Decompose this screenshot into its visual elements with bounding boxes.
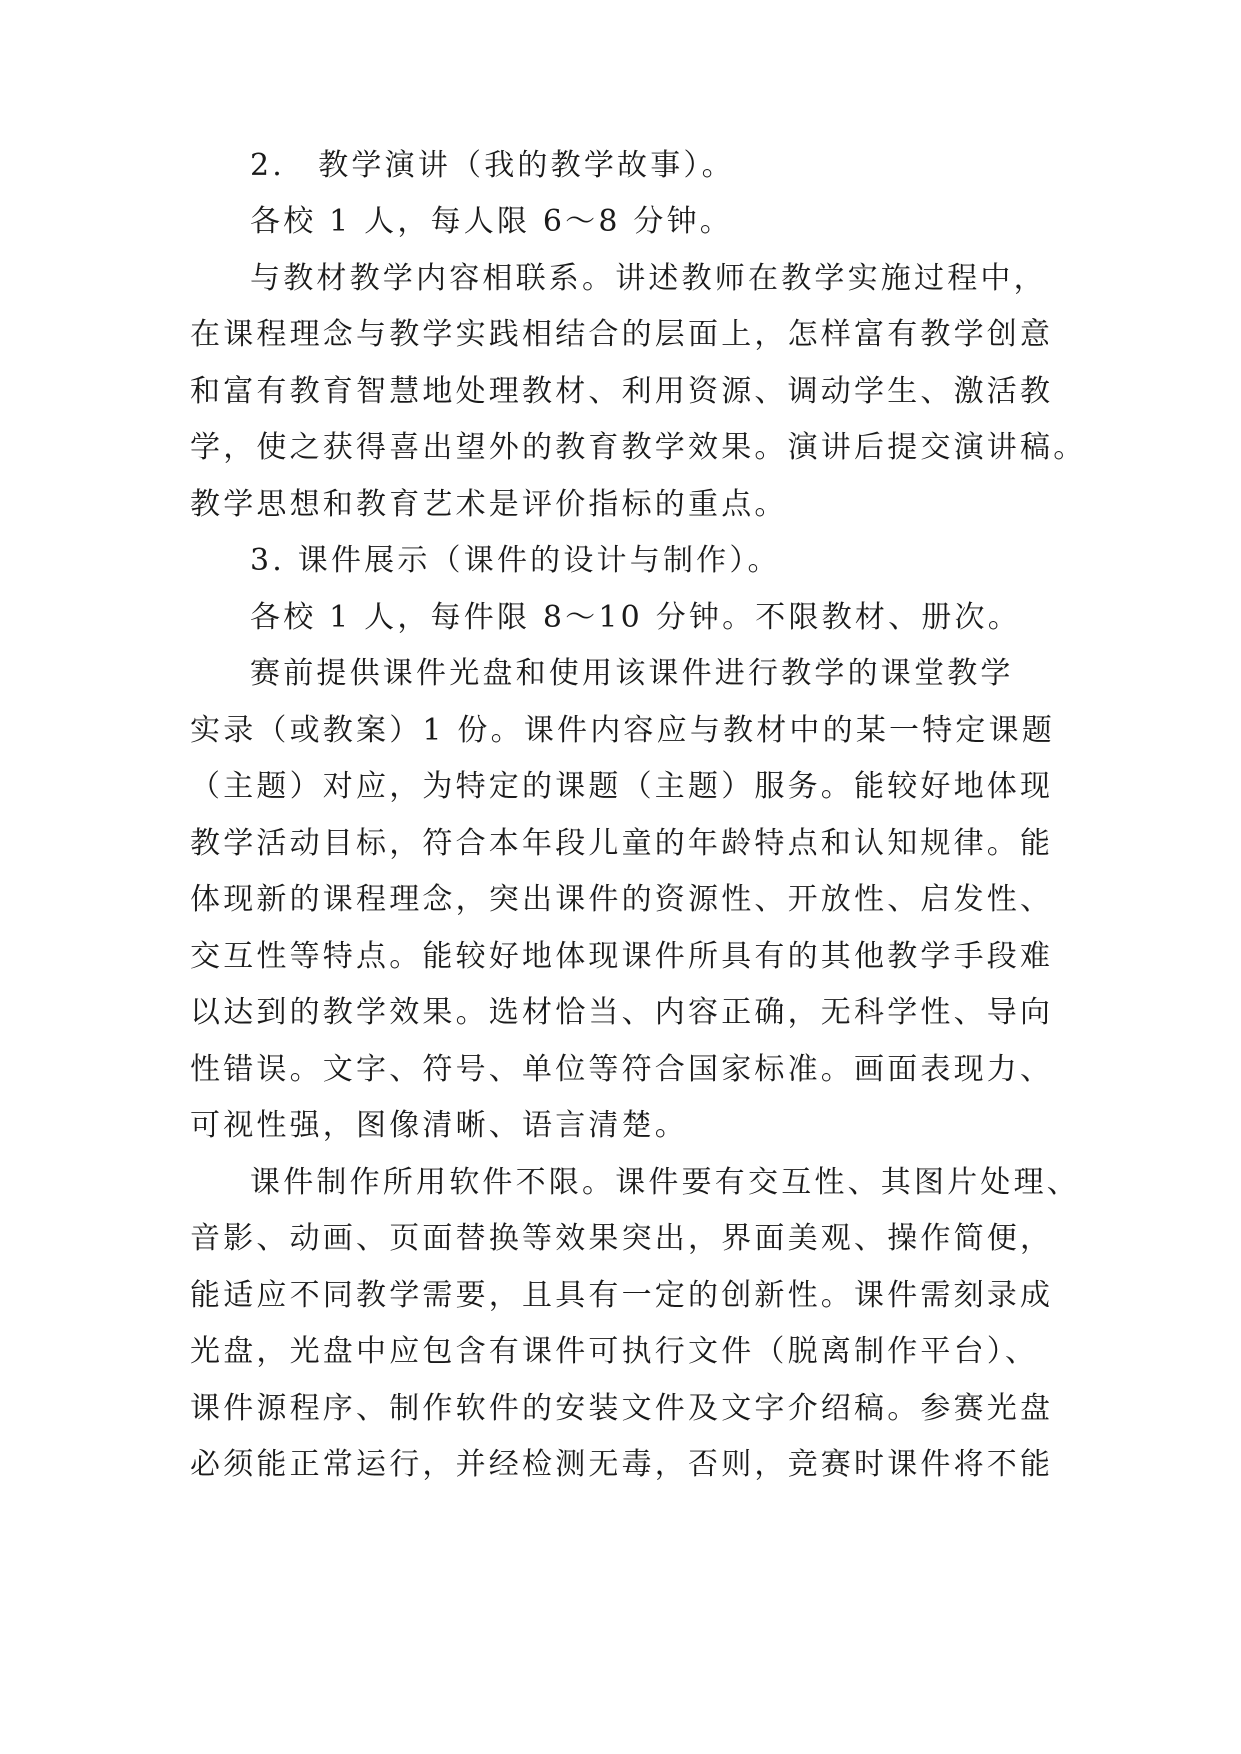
section-heading-teaching-speech: 2. 教学演讲（我的教学故事）。 bbox=[250, 148, 735, 183]
paragraph-line: 和富有教育智慧地处理教材、利用资源、调动学生、激活教 bbox=[190, 374, 1054, 409]
paragraph-line: 必须能正常运行，并经检测无毒，否则，竞赛时课件将不能 bbox=[190, 1447, 1054, 1482]
paragraph-line: 与教材教学内容相联系。讲述教师在教学实施过程中， bbox=[250, 261, 1047, 296]
paragraph-line: 音影、动画、页面替换等效果突出，界面美观、操作简便， bbox=[190, 1221, 1054, 1256]
paragraph-line: 课件制作所用软件不限。课件要有交互性、其图片处理、 bbox=[250, 1165, 1080, 1200]
paragraph-line: 实录（或教案）1 份。课件内容应与教材中的某一特定课题 bbox=[190, 713, 1056, 748]
paragraph-line: 在课程理念与教学实践相结合的层面上，怎样富有教学创意 bbox=[190, 317, 1054, 352]
paragraph-line: 可视性强，图像清晰、语言清楚。 bbox=[190, 1108, 688, 1143]
paragraph-line: 性错误。文字、符号、单位等符合国家标准。画面表现力、 bbox=[190, 1052, 1054, 1087]
paragraph-line: 教学活动目标，符合本年段儿童的年龄特点和认知规律。能 bbox=[190, 826, 1054, 861]
paragraph-line: 教学思想和教育艺术是评价指标的重点。 bbox=[190, 487, 788, 522]
section-heading-courseware: 3. 课件展示（课件的设计与制作）。 bbox=[250, 543, 781, 578]
paragraph-line: 课件源程序、制作软件的安装文件及文字介绍稿。参赛光盘 bbox=[190, 1391, 1054, 1426]
paragraph-line: 赛前提供课件光盘和使用该课件进行教学的课堂教学 bbox=[250, 656, 1014, 691]
paragraph-line: 能适应不同教学需要，且具有一定的创新性。课件需刻录成 bbox=[190, 1278, 1054, 1313]
paragraph-line: 光盘，光盘中应包含有课件可执行文件（脱离制作平台）、 bbox=[190, 1334, 1039, 1369]
paragraph-line: 体现新的课程理念，突出课件的资源性、开放性、启发性、 bbox=[190, 882, 1054, 917]
paragraph-line: 各校 1 人，每件限 8～10 分钟。不限教材、册次。 bbox=[250, 600, 1021, 635]
paragraph-line: 以达到的教学效果。选材恰当、内容正确，无科学性、导向 bbox=[190, 995, 1054, 1030]
paragraph-line: 交互性等特点。能较好地体现课件所具有的其他教学手段难 bbox=[190, 939, 1054, 974]
paragraph-line: （主题）对应，为特定的课题（主题）服务。能较好地体现 bbox=[190, 769, 1054, 804]
paragraph-line: 学，使之获得喜出望外的教育教学效果。演讲后提交演讲稿。 bbox=[190, 430, 1087, 465]
paragraph-line: 各校 1 人，每人限 6～8 分钟。 bbox=[250, 204, 734, 239]
